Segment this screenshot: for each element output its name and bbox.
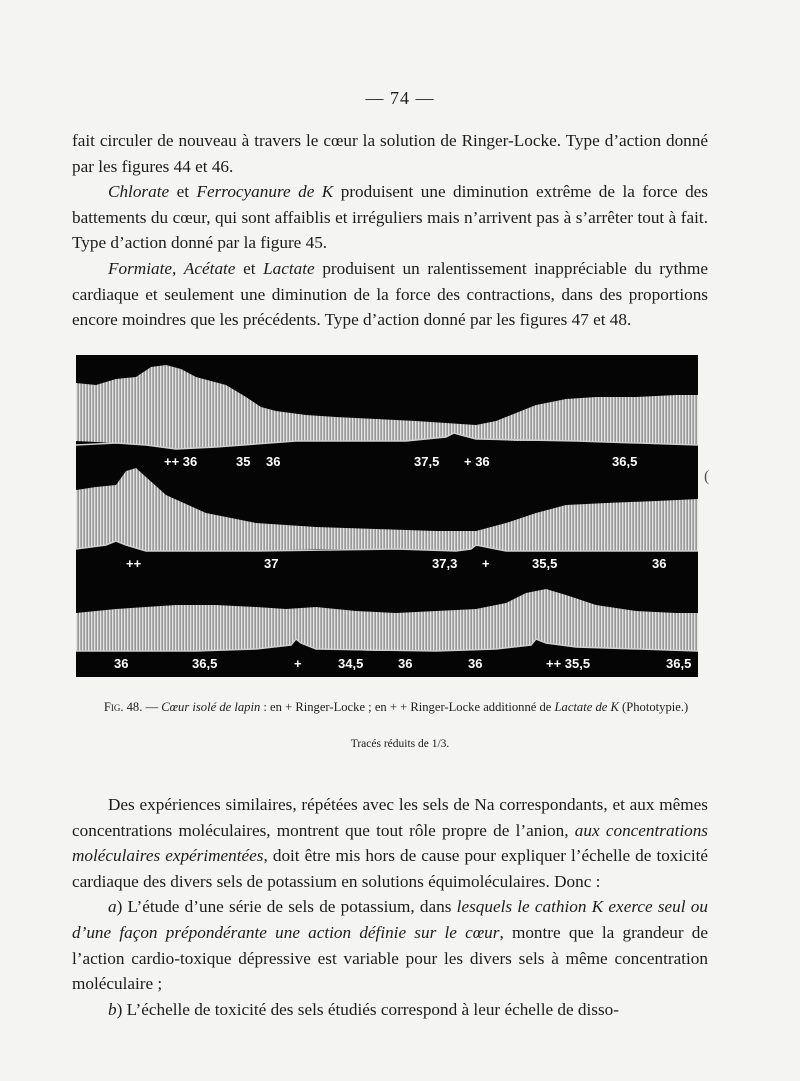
trace-label: ++ <box>126 556 142 571</box>
caption-lactate: Lactate de K <box>554 700 619 714</box>
caption-fig-number: Fig. 48. <box>103 700 143 714</box>
trace-label: 36 <box>266 454 281 469</box>
trace-label: 37 <box>264 556 279 571</box>
text-run: et <box>235 258 264 278</box>
trace-label: 35 <box>236 454 251 469</box>
caption-subject: Cœur isolé de lapin <box>161 700 261 714</box>
trace-label: ++ 36 <box>164 454 198 469</box>
trace-label: 36 <box>398 656 413 671</box>
italic-text: Formiate <box>108 258 172 278</box>
caption-text: : en + Ringer-Locke ; en + + Ringer-Locke additionné de <box>260 700 555 714</box>
text-run: produisent un ralentissement inappréciable du rythme cardiaque et seulement une diminution de la force des contractions, dans des proportions encore moindres que les précédents. Type d’action donné par les figures 47 et 48. <box>72 258 708 330</box>
caption-dash: — <box>142 700 162 714</box>
italic-text: Ferrocyanure de K <box>196 182 334 202</box>
trace-band-3 <box>76 589 698 651</box>
text-run: , doit être mis hors de cause pour expliquer l’échelle de toxicité cardiaque des divers sels de potassium en solutions équimoléculaires. Donc : <box>72 846 708 891</box>
text-run: et <box>169 182 197 202</box>
stray-mark: ( <box>704 468 710 485</box>
text-run: ) L’échelle de toxicité des sels étudiés correspond à leur échelle de disso- <box>116 999 619 1019</box>
trace-label: 36,5 <box>612 454 638 469</box>
paragraph <box>72 179 708 256</box>
caption-phototypie: (Phototypie.) <box>618 700 689 714</box>
italic-text: Lactate <box>263 258 315 278</box>
text-run: produisent une diminution extrême de la force des battements du cœur, qui sont affaiblis et irréguliers mais n’arrivent pas à s’arrêter tout à fait. Type d’action donné par la figure 45. <box>72 182 708 253</box>
trace-label: 36 <box>652 556 667 571</box>
trace-label: 37,5 <box>414 454 440 469</box>
paragraph <box>72 894 708 996</box>
text-run: , <box>171 258 184 278</box>
text-run: fait circuler de nouveau à travers le cœur la solution de Ringer-Locke. Type d’action donné par les figures 44 et 46. <box>72 131 708 176</box>
trace-label: 35,5 <box>532 556 558 571</box>
trace-label: 36 <box>114 656 129 671</box>
italic-text: b <box>108 999 117 1019</box>
text-run: , montre que la grandeur de l’action cardio-toxique dépressive est variable pour les divers sels à même concentration moléculaire ; <box>72 922 708 994</box>
trace-label: 34,5 <box>338 656 364 671</box>
paragraph <box>72 792 708 894</box>
trace-label: 36 <box>468 656 483 671</box>
paragraph <box>72 256 708 333</box>
trace-band-1 <box>76 365 698 449</box>
italic-text: Acétate <box>183 258 236 278</box>
figure-phototype <box>76 355 698 677</box>
bottom-text-block <box>72 792 708 1022</box>
trace-label: 36,5 <box>192 656 218 671</box>
trace-label: 37,3 <box>432 556 458 571</box>
text-run: Des expériences similaires, répétées avec les sels de Na correspondants, et aux mêmes concentrations moléculaires, montrent que tout rôle propre de l’anion, <box>72 795 708 840</box>
trace-label: + 36 <box>464 454 490 469</box>
figure-caption <box>76 700 716 715</box>
italic-text: aux concentrations moléculaires expérimentées <box>72 820 708 866</box>
trace-label: 36,5 <box>666 656 692 671</box>
italic-text: a <box>108 897 117 917</box>
text-run: ) L’étude d’une série de sels de potassium, dans <box>116 897 457 917</box>
italic-text: Chlorate <box>108 182 170 202</box>
trace-label: + <box>482 556 490 571</box>
page-number: — 74 — <box>365 88 435 108</box>
italic-text: lesquels le cathion K exerce seul ou d’une façon prépondérante une action définie sur le cœur <box>72 897 708 942</box>
top-text-block <box>72 128 708 333</box>
paragraph <box>72 128 708 179</box>
trace-label: ++ 35,5 <box>546 656 591 671</box>
trace-label: + <box>294 656 302 671</box>
trace-band-2 <box>76 468 698 551</box>
caption-subtitle: Tracés réduits de 1/3. <box>350 738 450 750</box>
paragraph <box>72 997 708 1023</box>
